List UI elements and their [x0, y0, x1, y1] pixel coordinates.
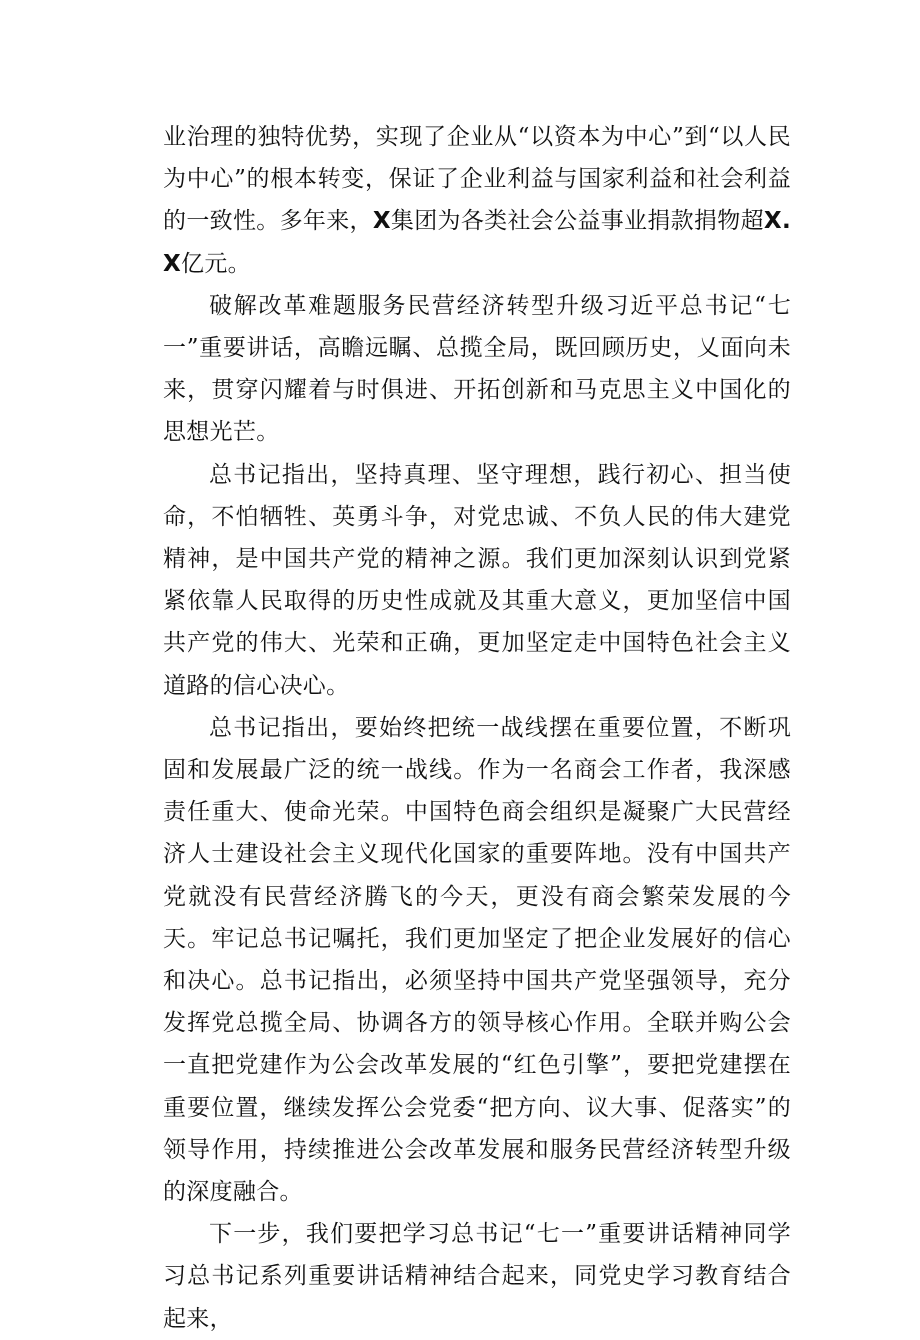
text-segment: 总书记指出，坚持真理、坚守理想，践行初心、担当使命，不怕牺牲、英勇斗争，对党忠诚、不负人民的伟大建党精神，是中国共产党的精神之源。我们更加深刻认识到党紧紧依靠人民取得的历史性成就及其重大意义，更加坚信中国共产党的伟大、光荣和正确，更加坚定走中国特色社会主义道路的信心决心。	[163, 461, 791, 699]
paragraph-1	[163, 116, 791, 285]
text-segment: 破解改革难题服务民营经济转型升级习近平总书记“七一”重要讲话，高瞻远瞩、总揽全局，既回顾历史，乂面向未来，贯穿闪耀着与时俱进、开拓创新和马克思主义中国化的思想光芒。	[163, 292, 791, 446]
paragraph-5	[163, 1213, 791, 1340]
paragraph-3	[163, 454, 791, 707]
paragraph-2	[163, 285, 791, 454]
text-segment: 总书记指出，要始终把统一战线摆在重要位置，不断巩固和发展最广泛的统一战线。作为一名商会工作者，我深感责任重大、使命光荣。中国特色商会组织是凝聚广大民营经济人士建设社会主义现代化国家的重要阵地。没有中国共产党就没有民营经济腾飞的今天，更没有商会繁荣发展的今天。牢记总书记嘱托，我们更加坚定了把企业发展好的信心和决心。总书记指出，必须坚持中国共产党坚强领导，充分发挥党总揽全局、协调各方的领导核心作用。全联并购公会一直把党建作为公会改革发展的“红色引擎”，要把党建摆在重要位置，继续发挥公会党委“把方向、议大事、促落实”的领导作用，持续推进公会改革发展和服务民营经济转型升级的深度融合。	[163, 714, 791, 1206]
paragraph-4	[163, 707, 791, 1213]
text-segment: 亿元。	[181, 250, 251, 277]
text-segment: 下一步，我们要把学习总书记“七一”重要讲话精神同学习总书记系列重要讲话精神结合起来，同党史学习教育结合起来，	[163, 1221, 791, 1332]
text-segment-bold: X.X	[163, 208, 791, 277]
text-segment-bold: X	[372, 208, 391, 235]
text-segment: 集团为各类社会公益事业捐款捐物超	[390, 208, 764, 235]
document-body	[163, 116, 791, 1340]
text-segment: 业治理的独特优势，实现了企业从“以资本为中心”到“以人民为中心”的根本转变，保证了企业利益与国家利益和社会利益的一致性。多年来，	[163, 124, 791, 235]
